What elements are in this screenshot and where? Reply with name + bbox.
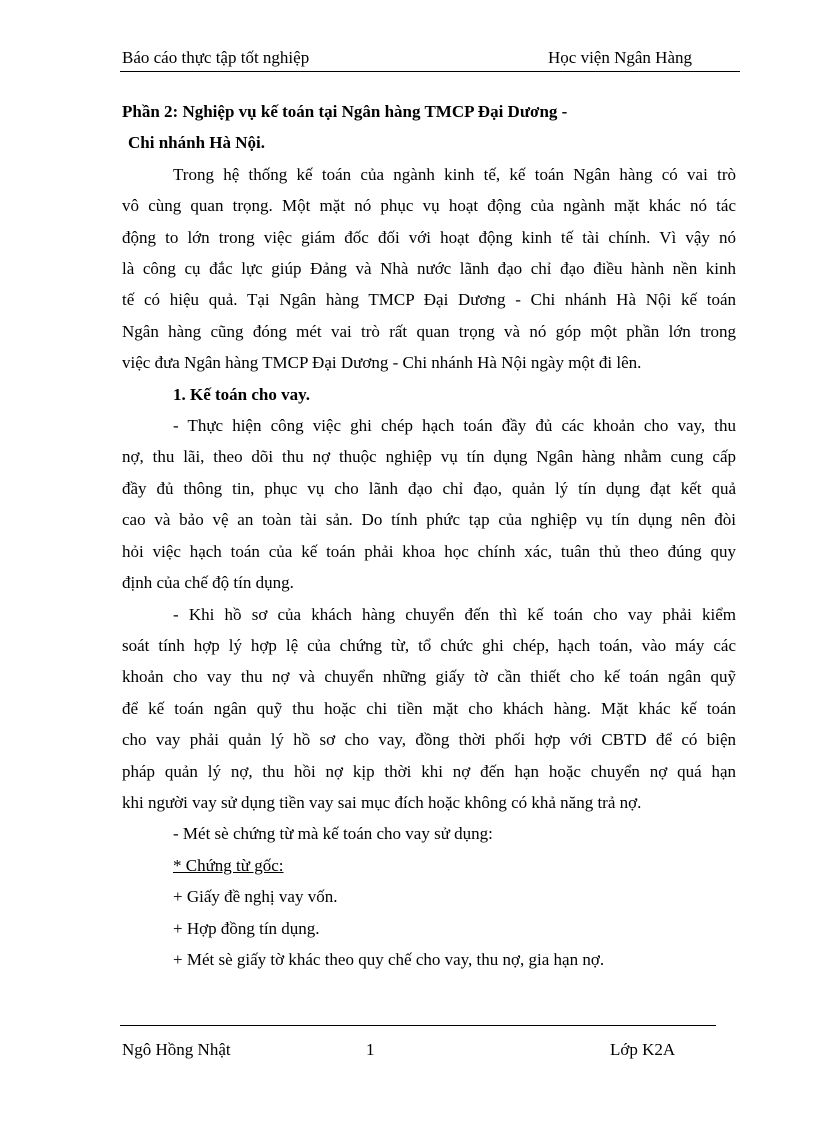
para1-line: nợ, thu lãi, theo dõi thu nợ thuộc nghiệp vụ tín dụng Ngân hàng nhằm cung cấp — [122, 447, 736, 467]
intro-line: động to lớn trong việc giám đốc đối với hoạt động kinh tế tài chính. Vì vậy nó — [122, 227, 736, 247]
header-divider — [120, 71, 740, 72]
para1-line: cao và bảo vệ an toàn tài sản. Do tính phức tạp của nghiệp vụ tín dụng nên đòi — [122, 510, 736, 530]
header-left: Báo cáo thực tập tốt nghiệp — [122, 48, 310, 67]
footer-page-number: 1 — [366, 1040, 375, 1059]
intro-line: việc đưa Ngân hàng TMCP Đại Dương - Chi nhánh Hà Nội ngày một đi lên. — [122, 353, 642, 373]
subheading-text: * Chứng từ gốc: — [173, 855, 284, 875]
para2-line: khoản cho vay thu nợ và chuyển những giấy tờ cần thiết cho kế toán ngân quỹ — [122, 667, 736, 687]
intro-line: vô cùng quan trọng. Một mặt nó phục vụ hoạt động của ngành mặt khác nó tác — [122, 196, 736, 216]
section-heading-line-1: Phần 2: Nghiệp vụ kế toán tại Ngân hàng TMCP Đại Dương - — [122, 102, 568, 121]
para2-line: soát tính hợp lý hợp lệ của chứng từ, tổ chức ghi chép, hạch toán, vào máy các — [122, 635, 736, 655]
para1-line: - Thực hiện công việc ghi chép hạch toán đầy đủ các khoản cho vay, thu — [173, 416, 736, 436]
para2-line: khi người vay sử dụng tiền vay sai mục đích hoặc không có khả năng trả nợ. — [122, 792, 642, 812]
para2-line: để kế toán ngân quỹ thu hoặc chi tiền mặt cho khách hàng. Mặt khác kế toán — [122, 698, 736, 718]
footer-class: Lớp K2A — [610, 1040, 676, 1059]
section-heading-line-2: Chi nhánh Hà Nội. — [128, 133, 265, 153]
subsection-title: 1. Kế toán cho vay. — [173, 384, 310, 404]
para1-line: hỏi việc hạch toán của kế toán phải khoa học chính xác, tuân thủ theo đúng quy — [122, 541, 736, 561]
list-intro: - Mét sè chứng từ mà kế toán cho vay sử dụng: — [173, 824, 493, 844]
intro-line: Trong hệ thống kế toán của ngành kinh tế, kế toán Ngân hàng có vai trò — [173, 164, 736, 184]
para1-line: định của chế độ tín dụng. — [122, 573, 294, 593]
footer-divider — [120, 1025, 716, 1026]
para2-line: - Khi hồ sơ của khách hàng chuyển đến thì kế toán cho vay phải kiểm — [173, 604, 736, 624]
list-item: + Giấy đề nghị vay vốn. — [173, 887, 338, 907]
para1-line: đầy đủ thông tin, phục vụ cho lãnh đạo chỉ đạo, quản lý tín dụng đạt kết quả — [122, 478, 736, 498]
para2-line: cho vay phải quản lý hồ sơ cho vay, đồng thời phối hợp với CBTD để có biện — [122, 730, 736, 750]
footer-author: Ngô Hồng Nhật — [122, 1040, 231, 1059]
intro-line: Ngân hàng cũng đóng mét vai trò rất quan trọng và nó góp một phần lớn trong — [122, 321, 736, 341]
list-item: + Mét sè giấy tờ khác theo quy chế cho vay, thu nợ, gia hạn nợ. — [173, 949, 605, 969]
list-item: + Hợp đồng tín dụng. — [173, 918, 320, 938]
intro-line: tế có hiệu quả. Tại Ngân hàng TMCP Đại Dương - Chi nhánh Hà Nội kế toán — [122, 290, 736, 310]
intro-line: là công cụ đắc lực giúp Đảng và Nhà nước lãnh đạo chỉ đạo điều hành nền kinh — [122, 259, 736, 279]
para2-line: pháp quản lý nợ, thu hồi nợ kịp thời khi nợ đến hạn hoặc chuyển nợ quá hạn — [122, 761, 736, 781]
subheading-source-documents — [122, 850, 736, 881]
header-right: Học viện Ngân Hàng — [548, 48, 692, 67]
document-body — [122, 96, 736, 975]
